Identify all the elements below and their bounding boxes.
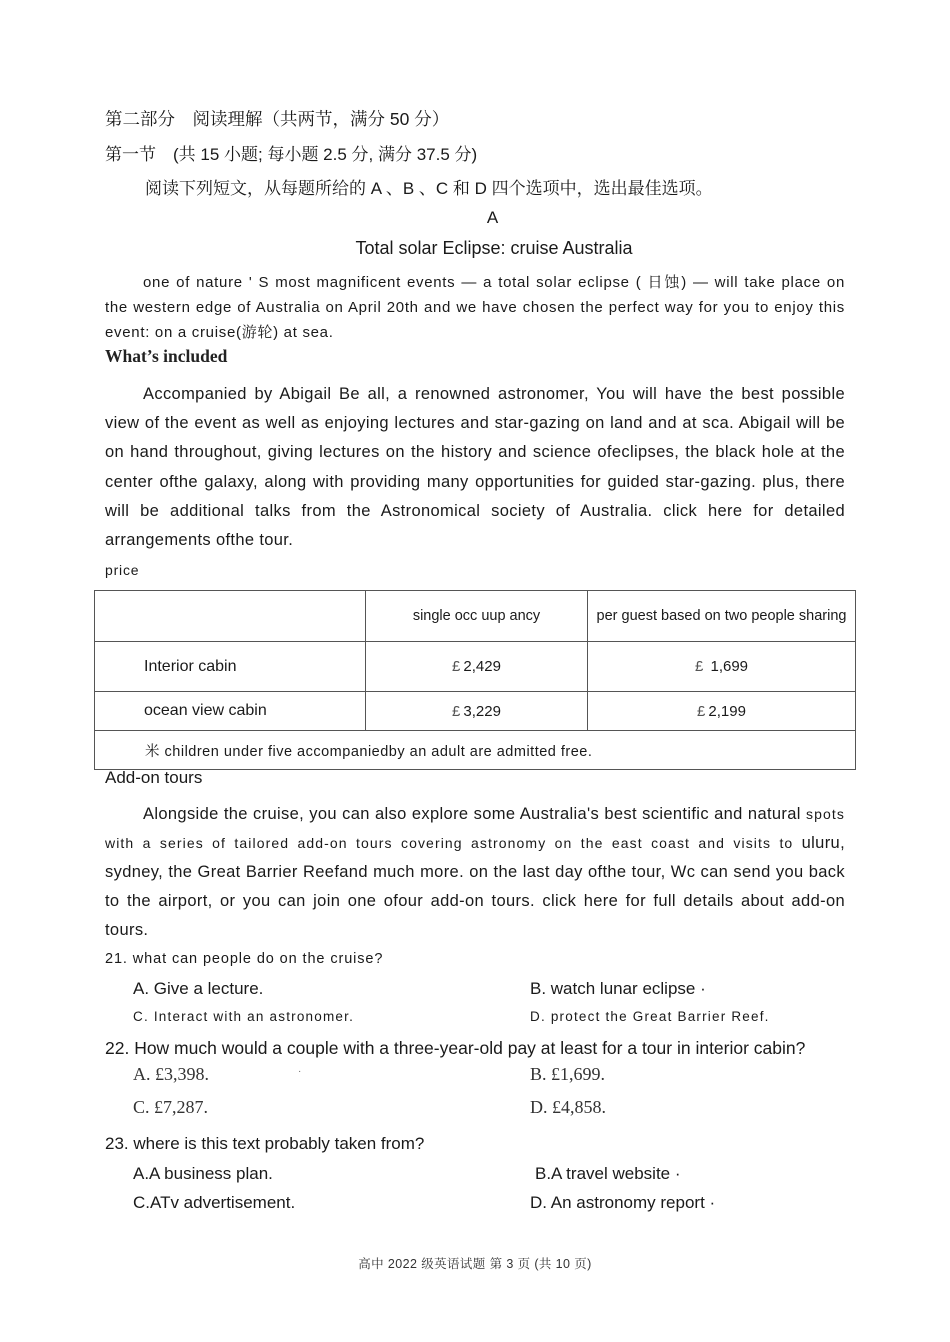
table-row xyxy=(95,642,856,692)
price-shared xyxy=(588,692,856,731)
cabin-type: ocean view cabin xyxy=(95,692,366,731)
price-value: 2,429 xyxy=(463,658,501,675)
q21-option-b[interactable]: B. watch lunar eclipse · xyxy=(530,979,706,998)
header-cell xyxy=(95,591,366,642)
pound-sign: £ xyxy=(452,658,461,675)
q22-option-a[interactable]: A. £3,398. xyxy=(133,1064,209,1084)
q23-option-b[interactable]: B.A travel website · xyxy=(535,1164,681,1183)
addon-text-3: uluru, sydney, the Great Barrier Reefand much more. on the last day ofthe tour, Wc can send you back to the airport, or you can join one ofour add-on tours. click here for full details about add-on tours. xyxy=(105,834,845,939)
question-21-stem: 21. what can people do on the cruise? xyxy=(105,951,384,967)
pound-sign: £ xyxy=(452,702,461,720)
addon-text-1: Alongside the cruise, you can also explore some Australia's best scientific and natural xyxy=(143,805,801,823)
table-header-row xyxy=(95,591,856,642)
whats-included-heading: What’s included xyxy=(105,346,228,366)
cabin-type: Interior cabin xyxy=(95,642,366,692)
price-label: price xyxy=(105,562,140,578)
price-table xyxy=(94,590,856,770)
q21-option-a[interactable]: A. Give a lecture. xyxy=(133,979,264,998)
intro-text: one of nature ' S most magnificent events — a total solar eclipse ( 日蚀) — will take place on the western edge of Australia on April 20th and we have chosen the perfect way for you to enjoy this event: on a cruise(游轮) at sea. xyxy=(105,274,845,341)
page-footer: 高中 2022 级英语试题 第 3 页 (共 10 页) xyxy=(358,1257,592,1271)
whats-included-paragraph xyxy=(105,380,845,555)
table-note: 米 children under five accompaniedby an adult are admitted free. xyxy=(95,731,856,770)
q21-option-c[interactable]: C. Interact with an astronomer. xyxy=(133,1009,355,1024)
q23-option-d[interactable]: D. An astronomy report · xyxy=(530,1193,716,1212)
part-title: 第二部分 阅读理解（共两节，满分 50 分） xyxy=(105,109,450,129)
header-cell-shared: per guest based on two people sharing xyxy=(588,591,856,642)
q22-option-d[interactable]: D. £4,858. xyxy=(530,1097,606,1117)
question-22-stem: 22. How much would a couple with a three-year-old pay at least for a tour in interior cabin? xyxy=(105,1038,806,1058)
header-cell-single: single occ uup ancy xyxy=(366,591,588,642)
pound-sign: £ xyxy=(694,658,704,675)
question-23-stem: 23. where is this text probably taken from? xyxy=(105,1134,425,1153)
instructions: 阅读下列短文，从每题所给的 A 、B 、C 和 D 四个选项中，选出最佳选项。 xyxy=(145,179,713,198)
price-value: 2,199 xyxy=(708,702,746,720)
stray-mark: · xyxy=(298,1066,302,1077)
price-single xyxy=(366,642,588,692)
price-value: 1,699 xyxy=(710,658,749,675)
addon-paragraph xyxy=(105,800,845,945)
q22-option-b[interactable]: B. £1,699. xyxy=(530,1064,606,1084)
intro-paragraph xyxy=(105,270,845,345)
addon-text-2: spots with a series of tailored add-on tours covering astronomy on the east coast and visits to xyxy=(105,806,846,851)
q23-option-a[interactable]: A.A business plan. xyxy=(133,1164,273,1183)
q22-option-c[interactable]: C. £7,287. xyxy=(133,1097,209,1117)
addon-heading: Add-on tours xyxy=(105,768,203,787)
passage-letter: A xyxy=(486,208,499,227)
table-row xyxy=(95,692,856,731)
pound-sign: £ xyxy=(697,702,706,720)
price-shared xyxy=(588,642,856,692)
q23-option-c[interactable]: C.ATv advertisement. xyxy=(133,1193,296,1212)
q21-option-d[interactable]: D. protect the Great Barrier Reef. xyxy=(530,1009,770,1024)
price-single xyxy=(366,692,588,731)
whats-included-text: Accompanied by Abigail Be all, a renowned astronomer, You will have the best possible view of the event as well as enjoying lectures and star-gazing on land and at sca. Abigail will be on hand throughout, giving lectures on the history and science ofeclipses, the black hole at the center ofthe galaxy, along with providing many opportunities for guided star-gazing. plus, there will be additional talks from the Astronomical society of Australia. click here for detailed arrangements ofthe tour. xyxy=(105,385,845,550)
section-title: 第一节 (共 15 小题; 每小题 2.5 分, 满分 37.5 分) xyxy=(105,145,478,164)
table-note-row xyxy=(95,731,856,770)
price-value: 3,229 xyxy=(463,702,501,720)
passage-title: Total solar Eclipse: cruise Australia xyxy=(355,238,633,258)
